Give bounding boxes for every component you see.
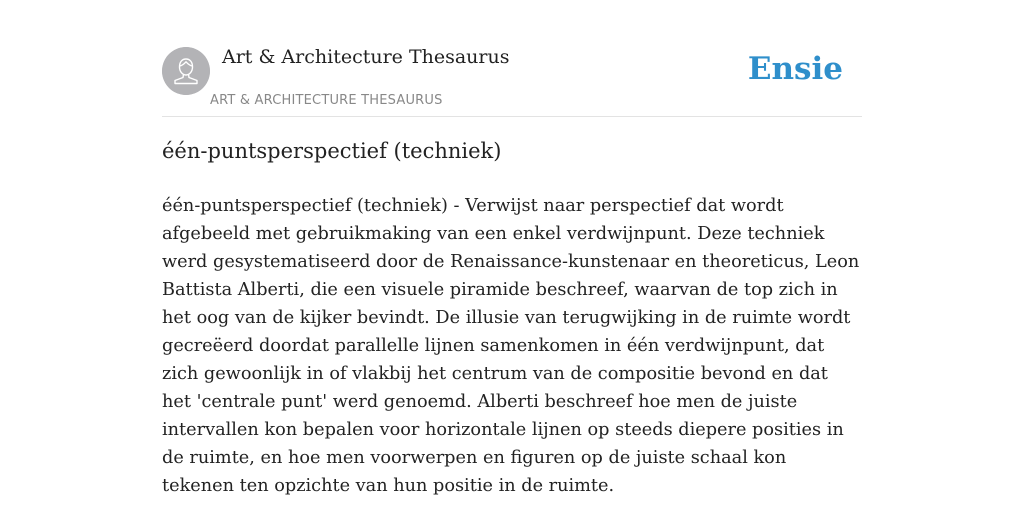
- author-avatar[interactable]: [162, 47, 210, 95]
- publication-label[interactable]: ART & ARCHITECTURE THESAURUS: [210, 93, 443, 108]
- page-title: één-puntsperspectief (techniek): [162, 139, 502, 163]
- article-header: [162, 44, 862, 117]
- author-name[interactable]: Art & Architecture Thesaurus: [222, 46, 510, 68]
- article-body: één-puntsperspectief (techniek) - Verwijst naar perspectief dat wordt afgebeeld met gebruikmaking van een enkel verdwijnpunt. Deze techniek werd gesystematiseerd door de Renaissance-kunstenaar en theoreticus, Leon Battista Alberti, die een visuele piramide beschreef, waarvan de top zich in het oog van de kijker bevindt. De illusie van terugwijking in de ruimte wordt gecreëerd doordat parallelle lijnen samenkomen in één verdwijnpunt, dat zich gewoonlijk in of vlakbij het centrum van de compositie bevond en dat het 'centrale punt' werd genoemd. Alberti beschreef hoe men de juiste intervallen kon bepalen voor horizontale lijnen op steeds diepere posities in de ruimte, en hoe men voorwerpen en figuren op de juiste schaal kon tekenen ten opzichte van hun positie in de ruimte.: [162, 196, 860, 496]
- user-silhouette-icon: [162, 47, 210, 95]
- brand-logo[interactable]: Ensie: [747, 51, 843, 87]
